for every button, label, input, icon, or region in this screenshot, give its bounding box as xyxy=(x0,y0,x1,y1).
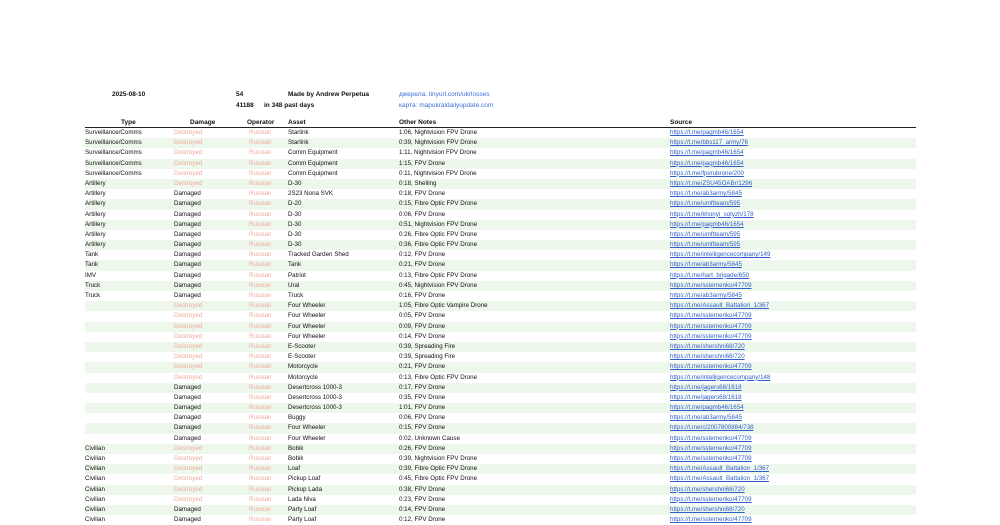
table-row xyxy=(85,291,916,301)
cell-notes: 0:06, FPV Drone xyxy=(399,210,446,218)
cell-type: Artillery xyxy=(85,241,106,249)
cell-operator: Russian xyxy=(249,129,272,136)
cell-type: Artillery xyxy=(85,230,106,238)
cell-operator: Russian xyxy=(249,159,272,167)
table-row xyxy=(85,362,916,372)
cell-notes: 0:14, FPV Drone xyxy=(399,332,446,340)
cell-operator: Russian xyxy=(249,424,272,432)
table-row xyxy=(85,301,916,311)
table-row xyxy=(85,210,916,220)
cell-asset: D-20 xyxy=(288,200,302,208)
source-link[interactable]: https://t.me/ZSU45OABr/1296 xyxy=(670,179,753,187)
cell-operator: Russian xyxy=(249,444,272,452)
cell-asset: E-Scooter xyxy=(288,353,316,361)
cell-operator: Russian xyxy=(249,251,272,259)
source-link[interactable]: https://t.me/ssternenko/47709 xyxy=(670,363,752,371)
cell-operator: Russian xyxy=(249,414,272,422)
cell-type: Artillery xyxy=(85,210,106,218)
cell-notes: 0:23, FPV Drone xyxy=(399,495,446,503)
cell-asset: Bobik xyxy=(288,444,304,452)
cell-asset: Tank xyxy=(288,261,302,269)
table-row xyxy=(85,515,916,525)
source-link[interactable]: https://t.me/ssternenko/47709 xyxy=(670,455,752,462)
cell-damage: Damaged xyxy=(174,434,201,442)
column-header-asset: Asset xyxy=(288,119,306,126)
cell-type: Civilian xyxy=(85,505,105,513)
table-row xyxy=(85,444,916,454)
cell-operator: Russian xyxy=(249,505,272,513)
column-header-operator: Operator xyxy=(247,119,275,126)
cell-asset: D-30 xyxy=(288,179,302,187)
cell-asset: Comm Equipment xyxy=(288,159,338,167)
table-row xyxy=(85,495,916,505)
table-row xyxy=(85,373,916,383)
source-link[interactable]: https://t.me/ssternenko/47709 xyxy=(670,322,752,330)
header-date: 2025-08-10 xyxy=(112,91,146,98)
sources-link[interactable]: джерела: tinyurl.com/ukrlosses xyxy=(399,91,490,98)
cell-damage: Damaged xyxy=(174,414,201,422)
cell-asset: Four Wheeler xyxy=(288,332,326,340)
source-link[interactable]: https://t.me/ab3army/5845 xyxy=(670,414,742,422)
source-link[interactable]: https://t.me/ssternenko/47709 xyxy=(670,281,752,289)
cell-asset: Desertcross 1000-3 xyxy=(288,383,342,391)
header-count: 54 xyxy=(236,91,244,98)
cell-damage: Destroyed xyxy=(174,444,203,452)
cell-damage: Damaged xyxy=(174,200,201,208)
table-row xyxy=(85,423,916,433)
cell-operator: Russian xyxy=(249,475,272,483)
source-link[interactable]: https://t.me/ssternenko/47709 xyxy=(670,516,752,524)
cell-notes: 1:05, Fibre Optic Vampire Drone xyxy=(399,302,488,310)
cell-operator: Russian xyxy=(249,271,272,279)
header-credit: Made by Andrew Perpetua xyxy=(288,91,370,98)
cell-notes: 1:06, Nightvision FPV Drone xyxy=(399,129,478,136)
cell-notes: 0:18, FPV Drone xyxy=(399,190,446,198)
table-row xyxy=(85,250,916,260)
cell-asset: Comm Equipment xyxy=(288,149,338,157)
cell-type: Civilian xyxy=(85,516,105,524)
source-link[interactable]: https://t.me/pagmb46/1654 xyxy=(670,129,744,136)
table-row xyxy=(85,260,916,270)
cell-asset: Bobik xyxy=(288,455,304,462)
source-link[interactable]: https://t.me/shershni68/720 xyxy=(670,353,745,361)
cell-asset: Motorcycle xyxy=(288,373,318,381)
cell-notes: 0:39, Fibre Optic FPV Drone xyxy=(399,465,478,473)
cell-damage: Damaged xyxy=(174,516,201,524)
cell-notes: 0:35, FPV Drone xyxy=(399,393,446,401)
table-row xyxy=(85,413,916,423)
cell-operator: Russian xyxy=(249,485,272,493)
cell-type: Surveillance/Comms xyxy=(85,159,142,167)
cell-damage: Destroyed xyxy=(174,332,203,340)
cell-type: Artillery xyxy=(85,179,106,187)
cell-asset: Loaf xyxy=(288,465,301,473)
cell-damage: Damaged xyxy=(174,230,201,238)
cell-notes: 0:14, FPV Drone xyxy=(399,505,446,513)
cell-operator: Russian xyxy=(249,302,272,310)
cell-notes: 0:15, FPV Drone xyxy=(399,424,446,432)
column-header-source: Source xyxy=(670,119,693,126)
source-link[interactable]: https://t.me/ab3army/5845 xyxy=(670,190,742,198)
cell-asset: Four Wheeler xyxy=(288,322,326,330)
source-link[interactable]: https://t.me/ssternenko/47709 xyxy=(670,444,752,452)
cell-operator: Russian xyxy=(249,149,272,157)
cell-type: Surveillance/Comms xyxy=(85,149,142,157)
cell-type: Civilian xyxy=(85,465,105,473)
cell-notes: 0:12, FPV Drone xyxy=(399,251,446,259)
cell-damage: Damaged xyxy=(174,281,201,289)
cell-notes: 0:09, FPV Drone xyxy=(399,322,446,330)
cell-asset: Tracked Garden Shed xyxy=(288,251,349,259)
cell-asset: D-30 xyxy=(288,210,302,218)
cell-notes: 1:01, FPV Drone xyxy=(399,404,446,412)
cell-asset: Pickup Lada xyxy=(288,485,323,493)
cell-damage: Destroyed xyxy=(174,475,203,483)
cell-damage: Destroyed xyxy=(174,363,203,371)
cell-damage: Destroyed xyxy=(174,159,203,167)
table-row xyxy=(85,199,916,209)
cell-operator: Russian xyxy=(249,434,272,442)
cell-damage: Destroyed xyxy=(174,312,203,320)
cell-notes: 0:13, Fibre Optic FPV Drone xyxy=(399,271,478,279)
table-body xyxy=(85,128,916,525)
cell-asset: Party Loaf xyxy=(288,516,317,524)
cell-asset: D-30 xyxy=(288,230,302,238)
cell-damage: Destroyed xyxy=(174,322,203,330)
source-link[interactable]: https://t.me/fpvrubrone/200 xyxy=(670,169,744,177)
cell-notes: 0:18, Shelling xyxy=(399,179,437,187)
source-link[interactable]: https://t.me/ssternenko/47709 xyxy=(670,312,752,320)
table-row xyxy=(85,138,916,148)
cell-damage: Destroyed xyxy=(174,342,203,350)
cell-damage: Damaged xyxy=(174,190,201,198)
cell-damage: Damaged xyxy=(174,292,201,299)
column-header-damage: Damage xyxy=(190,119,216,126)
cell-damage: Destroyed xyxy=(174,149,203,157)
cell-asset: Four Wheeler xyxy=(288,312,326,320)
cell-type: Artillery xyxy=(85,190,106,198)
table-row xyxy=(85,383,916,393)
cell-operator: Russian xyxy=(249,495,272,503)
cell-operator: Russian xyxy=(249,363,272,371)
source-link[interactable]: https://t.me/c/2007800884/738 xyxy=(670,424,754,432)
header-total: 41188 xyxy=(236,102,254,109)
table-row xyxy=(85,281,916,291)
cell-damage: Damaged xyxy=(174,220,201,228)
cell-notes: 0:39, Spreading Fire xyxy=(399,342,456,350)
cell-notes: 1:11, Nightvision FPV Drone xyxy=(399,149,477,157)
cell-damage: Damaged xyxy=(174,241,201,249)
cell-notes: 0:16, FPV Drone xyxy=(399,292,446,299)
cell-damage: Damaged xyxy=(174,271,201,279)
cell-asset: Motorcycle xyxy=(288,363,318,371)
table-row xyxy=(85,271,916,281)
source-link[interactable]: https://t.me/intelligencecompany/149 xyxy=(670,251,771,259)
cell-notes: 0:02, Unknown Cause xyxy=(399,434,460,442)
cell-operator: Russian xyxy=(249,516,272,524)
table-row xyxy=(85,311,916,321)
cell-damage: Destroyed xyxy=(174,179,203,187)
source-link[interactable]: https://t.me/shershni68/720 xyxy=(670,485,745,493)
cell-asset: Four Wheeler xyxy=(288,302,326,310)
cell-asset: Starlink xyxy=(288,129,309,136)
cell-notes: 0:05, FPV Drone xyxy=(399,312,446,320)
cell-asset: Lada Niva xyxy=(288,495,316,503)
cell-asset: Four Wheeler xyxy=(288,434,326,442)
table-header xyxy=(85,118,916,128)
cell-operator: Russian xyxy=(249,200,272,208)
cell-type: Truck xyxy=(85,292,101,299)
cell-notes: 0:15, Fibre Optic FPV Drone xyxy=(399,200,478,208)
cell-damage: Destroyed xyxy=(174,139,203,147)
table-row xyxy=(85,220,916,230)
cell-type: Civilian xyxy=(85,475,105,483)
source-link[interactable]: https://t.me/Assault_Battalion_1/367 xyxy=(670,465,770,473)
table-row xyxy=(85,485,916,495)
cell-type: Tank xyxy=(85,261,99,269)
cell-asset: Ural xyxy=(288,281,300,289)
map-link[interactable]: карта: mapukraldailyupdate.com xyxy=(399,102,494,109)
cell-notes: 0:45, Fibre Optic FPV Drone xyxy=(399,475,478,483)
source-link[interactable]: https://t.me/jagers68/1618 xyxy=(670,383,742,391)
table-row xyxy=(85,230,916,240)
cell-operator: Russian xyxy=(249,465,272,473)
cell-asset: D-30 xyxy=(288,241,302,249)
cell-type: Surveillance/Comms xyxy=(85,129,142,136)
table-row xyxy=(85,342,916,352)
cell-operator: Russian xyxy=(249,393,272,401)
cell-type: Surveillance/Comms xyxy=(85,139,142,147)
cell-operator: Russian xyxy=(249,220,272,228)
cell-asset: Party Loaf xyxy=(288,505,317,513)
cell-operator: Russian xyxy=(249,312,272,320)
cell-notes: 1:15, FPV Drone xyxy=(399,159,446,167)
source-link[interactable]: https://t.me/pagmb46/1654 xyxy=(670,220,744,228)
cell-notes: 0:21, FPV Drone xyxy=(399,261,446,269)
source-link[interactable]: https://t.me/bbs117_army/76 xyxy=(670,139,748,147)
cell-damage: Destroyed xyxy=(174,455,203,462)
cell-type: Civilian xyxy=(85,485,105,493)
cell-operator: Russian xyxy=(249,342,272,350)
cell-type: Surveillance/Comms xyxy=(85,169,142,177)
cell-damage: Destroyed xyxy=(174,495,203,503)
cell-asset: Desertcross 1000-3 xyxy=(288,393,342,401)
cell-type: Truck xyxy=(85,281,101,289)
source-link[interactable]: https://t.me/intelligencecompany/148 xyxy=(670,373,771,381)
cell-damage: Damaged xyxy=(174,383,201,391)
cell-notes: 0:17, FPV Drone xyxy=(399,383,446,391)
table-row xyxy=(85,454,916,464)
cell-notes: 0:11, Nightvision FPV Drone xyxy=(399,169,477,177)
cell-operator: Russian xyxy=(249,353,272,361)
cell-damage: Damaged xyxy=(174,424,201,432)
source-link[interactable]: https://t.me/Assault_Battalion_1/367 xyxy=(670,302,770,310)
cell-notes: 0:21, FPV Drone xyxy=(399,363,446,371)
cell-type: Civilian xyxy=(85,495,105,503)
cell-operator: Russian xyxy=(249,292,272,299)
cell-type: Tank xyxy=(85,251,99,259)
cell-operator: Russian xyxy=(249,169,272,177)
cell-damage: Destroyed xyxy=(174,353,203,361)
cell-notes: 0:39, Spreading Fire xyxy=(399,353,456,361)
cell-notes: 0:26, Fibre Optic FPV Drone xyxy=(399,230,478,238)
source-link[interactable]: https://t.me/umftteam/595 xyxy=(670,241,741,249)
cell-notes: 0:12, FPV Drone xyxy=(399,516,446,524)
table-row xyxy=(85,464,916,474)
source-link[interactable]: https://t.me/ssternenko/47709 xyxy=(670,495,752,503)
source-link[interactable]: https://t.me/hart_brigade/650 xyxy=(670,271,750,279)
cell-damage: Destroyed xyxy=(174,169,203,177)
source-link[interactable]: https://t.me/khonyi_sotyzh/178 xyxy=(670,210,754,218)
cell-operator: Russian xyxy=(249,332,272,340)
source-link[interactable]: https://t.me/ab3army/5845 xyxy=(670,292,742,299)
table-row xyxy=(85,393,916,403)
cell-type: Civilian xyxy=(85,444,105,452)
losses-table xyxy=(85,118,916,525)
cell-notes: 0:06, FPV Drone xyxy=(399,414,446,422)
table-row xyxy=(85,332,916,342)
table-row xyxy=(85,434,916,444)
cell-damage: Destroyed xyxy=(174,302,203,310)
source-link[interactable]: https://t.me/ssternenko/47709 xyxy=(670,332,752,340)
cell-asset: Truck xyxy=(288,292,304,299)
source-link[interactable]: https://t.me/pagmb46/1654 xyxy=(670,149,744,157)
cell-operator: Russian xyxy=(249,383,272,391)
cell-operator: Russian xyxy=(249,139,272,147)
table-row xyxy=(85,403,916,413)
table-row xyxy=(85,179,916,189)
table-row xyxy=(85,352,916,362)
cell-operator: Russian xyxy=(249,404,272,412)
source-link[interactable]: https://t.me/ssternenko/47709 xyxy=(670,434,752,442)
cell-damage: Destroyed xyxy=(174,465,203,473)
table-row xyxy=(85,189,916,199)
cell-operator: Russian xyxy=(249,322,272,330)
table-row xyxy=(85,322,916,332)
column-header-notes: Other Notes xyxy=(399,119,437,126)
source-link[interactable]: https://t.me/pagmb46/1654 xyxy=(670,159,744,167)
cell-damage: Destroyed xyxy=(174,129,203,136)
cell-asset: Comm Equipment xyxy=(288,169,338,177)
cell-damage: Damaged xyxy=(174,261,201,269)
table-row xyxy=(85,159,916,169)
cell-asset: D-30 xyxy=(288,220,302,228)
source-link[interactable]: https://t.me/shershni68/720 xyxy=(670,342,745,350)
cell-operator: Russian xyxy=(249,210,272,218)
source-link[interactable]: https://t.me/pagmb46/1654 xyxy=(670,404,744,412)
table-row xyxy=(85,148,916,158)
table-row xyxy=(85,169,916,179)
column-header-type: Type xyxy=(121,119,136,126)
cell-notes: 0:39, Nightvision FPV Drone xyxy=(399,139,478,147)
source-link[interactable]: https://t.me/umftteam/595 xyxy=(670,200,741,208)
cell-notes: 0:36, Fibre Optic FPV Drone xyxy=(399,241,478,249)
cell-operator: Russian xyxy=(249,281,272,289)
cell-type: Artillery xyxy=(85,220,106,228)
cell-type: IMV xyxy=(85,271,97,279)
cell-operator: Russian xyxy=(249,455,272,462)
cell-operator: Russian xyxy=(249,179,272,187)
source-link[interactable]: https://t.me/shershni68/720 xyxy=(670,505,745,513)
cell-damage: Destroyed xyxy=(174,485,203,493)
cell-damage: Destroyed xyxy=(174,373,203,381)
cell-asset: E-Scooter xyxy=(288,342,316,350)
table-row xyxy=(85,128,916,138)
source-link[interactable]: https://t.me/jagers68/1618 xyxy=(670,393,742,401)
cell-operator: Russian xyxy=(249,241,272,249)
cell-asset: Starlink xyxy=(288,139,309,147)
cell-damage: Damaged xyxy=(174,505,201,513)
cell-asset: Desertcross 1000-3 xyxy=(288,404,342,412)
cell-asset: Patriot xyxy=(288,271,306,279)
cell-notes: 0:39, Nightvision FPV Drone xyxy=(399,455,478,462)
cell-damage: Damaged xyxy=(174,393,201,401)
cell-damage: Damaged xyxy=(174,251,201,259)
cell-type: Artillery xyxy=(85,200,106,208)
source-link[interactable]: https://t.me/umftteam/595 xyxy=(670,230,741,238)
cell-type: Civilian xyxy=(85,455,105,462)
cell-asset: Pickup Loaf xyxy=(288,475,321,483)
cell-damage: Damaged xyxy=(174,404,201,412)
cell-operator: Russian xyxy=(249,261,272,269)
cell-notes: 0:45, Nightvision FPV Drone xyxy=(399,281,478,289)
cell-notes: 0:26, FPV Drone xyxy=(399,444,446,452)
table-row xyxy=(85,505,916,515)
cell-notes: 0:13, Fibre Optic FPV Drone xyxy=(399,373,478,381)
cell-operator: Russian xyxy=(249,230,272,238)
cell-operator: Russian xyxy=(249,190,272,198)
cell-asset: Buggy xyxy=(288,414,306,422)
table-row xyxy=(85,240,916,250)
cell-notes: 0:38, FPV Drone xyxy=(399,485,446,493)
cell-operator: Russian xyxy=(249,373,272,381)
cell-damage: Damaged xyxy=(174,210,201,218)
cell-notes: 0:51, Nightvision FPV Drone xyxy=(399,220,478,228)
cell-asset: Four Wheeler xyxy=(288,424,326,432)
source-link[interactable]: https://t.me/ab3army/5845 xyxy=(670,261,742,269)
source-link[interactable]: https://t.me/Assault_Battalion_1/367 xyxy=(670,475,770,483)
cell-asset: 2S23 Nona SVK xyxy=(288,190,334,198)
header-period: in 348 past days xyxy=(264,102,315,109)
table-row xyxy=(85,474,916,484)
